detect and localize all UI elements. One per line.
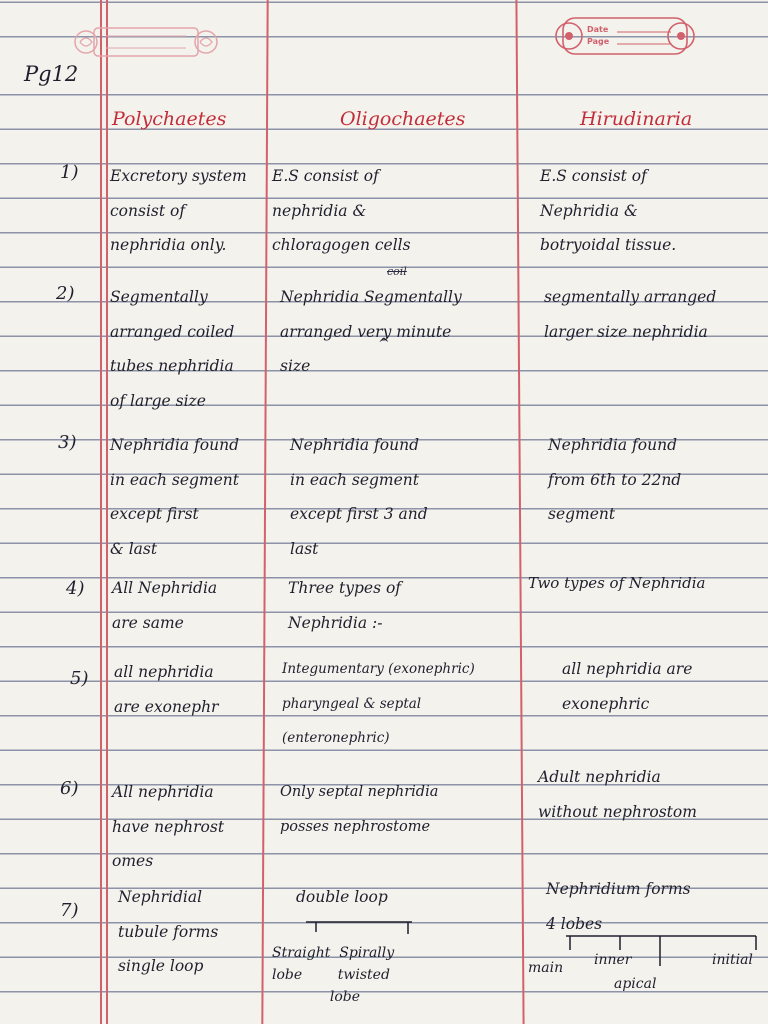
- cell-hirudinaria-7: Nephridium forms 4 lobes: [546, 880, 691, 933]
- row-number: 5): [70, 668, 89, 689]
- cell-polychaetes-6: All nephridia have nephrost omes: [112, 783, 225, 870]
- row-number: 6): [60, 778, 79, 799]
- column-divider-2: [515, 0, 524, 1024]
- row-number: 4): [66, 578, 85, 599]
- cell-oligochaetes-1: E.S consist of nephridia & chloragogen cells: [272, 167, 411, 254]
- cell-oligochaetes-7-lobes: Straight Spirally lobe twisted lobe: [272, 945, 395, 1005]
- margin-line: [100, 0, 102, 1024]
- cell-polychaetes-3: Nephridia found in each segment except first & last: [110, 436, 240, 558]
- row-number: 2): [56, 283, 75, 304]
- row-number: 1): [60, 162, 79, 183]
- cell-polychaetes-4: All Nephridia are same: [112, 579, 218, 632]
- column-header-polychaetes: Polychaetes: [112, 108, 227, 130]
- cell-hirudinaria-2: segmentally arranged larger size nephridia: [544, 288, 717, 341]
- cell-polychaetes-2: Segmentally arranged coiled tubes nephridia of large size: [110, 288, 235, 410]
- row-number: 3): [58, 432, 77, 453]
- page-label: Page: [587, 37, 610, 46]
- cell-oligochaetes-4: Three types of Nephridia :-: [288, 579, 402, 632]
- lobe-main: main: [528, 960, 564, 976]
- column-divider-1: [261, 0, 268, 1024]
- cell-polychaetes-7: Nephridial tubule forms single loop: [118, 888, 219, 975]
- cell-oligochaetes-6: Only septal nephridia posses nephrostome: [280, 784, 439, 835]
- notebook-brand-logo: [72, 22, 220, 62]
- double-loop-bracket: [300, 918, 420, 940]
- cell-hirudinaria-5: all nephridia are exonephric: [562, 660, 693, 713]
- cell-polychaetes-1: Excretory system consist of nephridia only.: [110, 167, 247, 254]
- column-header-hirudinaria: Hirudinaria: [580, 108, 693, 130]
- lobe-initial: initial: [712, 952, 753, 968]
- date-label: Date: [587, 25, 609, 34]
- cell-oligochaetes-3: Nephridia found in each segment except first 3 and last: [290, 436, 428, 558]
- correction-struck-word: coil: [387, 265, 407, 278]
- cell-polychaetes-5: all nephridia are exonephr: [114, 663, 219, 716]
- cell-hirudinaria-1: E.S consist of Nephridia & botryoidal tissue.: [540, 167, 677, 254]
- row-number: 7): [60, 900, 79, 921]
- cell-hirudinaria-3: Nephridia found from 6th to 22nd segment: [548, 436, 682, 523]
- cell-hirudinaria-4: Two types of Nephridia: [528, 574, 706, 592]
- insertion-caret: ^: [378, 336, 390, 352]
- cell-oligochaetes-2: Nephridia Segmentally arranged very minute size: [280, 288, 462, 375]
- cell-hirudinaria-6: Adult nephridia without nephrostom: [538, 768, 697, 821]
- column-header-oligochaetes: Oligochaetes: [340, 108, 466, 130]
- lobe-apical: apical: [614, 976, 657, 992]
- lobe-inner: inner: [594, 952, 632, 968]
- cell-oligochaetes-5: Integumentary (exonephric) pharyngeal & septal (enteronephric): [282, 661, 475, 746]
- date-page-stamp: [553, 14, 697, 58]
- page-number: Pg12: [24, 62, 79, 86]
- cell-oligochaetes-7: double loop: [296, 888, 388, 906]
- margin-line-inner: [106, 0, 108, 1024]
